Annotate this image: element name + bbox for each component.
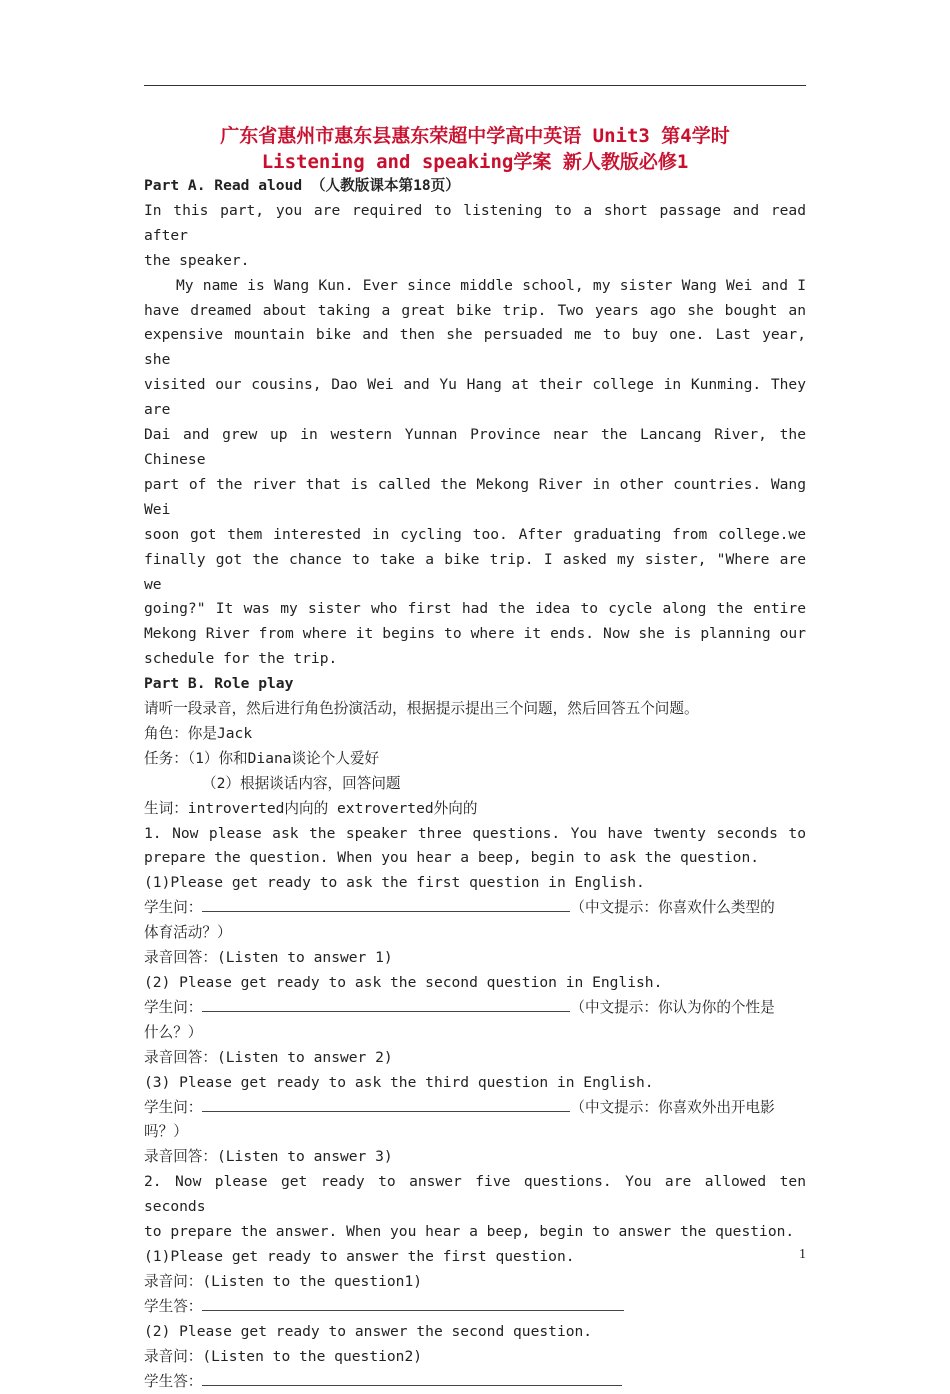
task-line: 任务：（1）你和Diana谈论个人爱好 — [144, 747, 806, 772]
passage-line: going?" It was my sister who first had the idea to cycle along the entire — [144, 597, 806, 622]
part-a-heading: Part A. Read aloud （人教版课本第18页） — [144, 174, 806, 199]
student-answer-label: 学生答： — [144, 1370, 202, 1394]
hint-text: 吗？） — [144, 1120, 806, 1145]
role-line: 角色：你是Jack — [144, 722, 806, 747]
task-line: （2）根据谈话内容，回答问题 — [144, 772, 806, 797]
student-ask-label: 学生问： — [144, 1096, 202, 1121]
answer-prompt: (2) Please get ready to answer the second question. — [144, 1320, 806, 1345]
passage-line: schedule for the trip. — [144, 647, 806, 672]
passage-line: have dreamed about taking a great bike trip. Two years ago she bought an — [144, 299, 806, 324]
answer-blank[interactable] — [202, 896, 570, 912]
recording-question: 录音问：(Listen to the question2) — [144, 1345, 806, 1370]
answer-blank[interactable] — [202, 996, 570, 1012]
student-ask-row — [144, 996, 806, 1021]
passage-line: part of the river that is called the Mekong River in other countries. Wang Wei — [144, 473, 806, 523]
vocab-line: 生词：introverted内向的 extroverted外向的 — [144, 797, 806, 822]
answer-blank[interactable] — [202, 1370, 622, 1386]
question-prompt: (3) Please get ready to ask the third question in English. — [144, 1071, 806, 1096]
recording-answer: 录音回答：(Listen to answer 2) — [144, 1046, 806, 1071]
section2-instruction: 2. Now please get ready to answer five questions. You are allowed ten seconds — [144, 1170, 806, 1220]
hint-text: （中文提示：你喜欢什么类型的 — [570, 896, 774, 921]
answer-blank[interactable] — [202, 1295, 624, 1311]
part-b-instruction: 请听一段录音，然后进行角色扮演活动，根据提示提出三个问题，然后回答五个问题。 — [144, 697, 806, 722]
hint-text: 什么？） — [144, 1021, 806, 1046]
hint-text: （中文提示：你认为你的个性是 — [570, 996, 774, 1021]
student-ask-row — [144, 896, 806, 921]
student-ask-label: 学生问： — [144, 896, 202, 921]
part-b-heading: Part B. Role play — [144, 672, 806, 697]
passage-line: finally got the chance to take a bike trip. I asked my sister, "Where are we — [144, 548, 806, 598]
passage-line: Dai and grew up in western Yunnan Province near the Lancang River, the Chinese — [144, 423, 806, 473]
student-answer-label: 学生答： — [144, 1295, 202, 1320]
student-answer-row — [144, 1295, 806, 1320]
student-ask-label: 学生问： — [144, 996, 202, 1021]
recording-answer: 录音回答：(Listen to answer 1) — [144, 946, 806, 971]
page-title-line2: Listening and speaking学案 新人教版必修1 — [144, 148, 806, 176]
section1-instruction: prepare the question. When you hear a beep, begin to ask the question. — [144, 846, 806, 871]
hint-text: （中文提示：你喜欢外出开电影 — [570, 1096, 774, 1121]
answer-blank[interactable] — [202, 1096, 570, 1112]
part-a-intro: the speaker. — [144, 249, 806, 274]
student-ask-row — [144, 1096, 806, 1121]
passage-line: My name is Wang Kun. Ever since middle school, my sister Wang Wei and I — [144, 274, 806, 299]
page-number: 1 — [799, 1247, 806, 1263]
part-a-intro: In this part, you are required to listening to a short passage and read after — [144, 199, 806, 249]
section2-instruction: to prepare the answer. When you hear a beep, begin to answer the question. — [144, 1220, 806, 1245]
page-title-line1: 广东省惠州市惠东县惠东荣超中学高中英语 Unit3 第4学时 — [144, 122, 806, 150]
student-answer-row — [144, 1370, 806, 1394]
hint-text: 体育活动？） — [144, 921, 806, 946]
section1-instruction: 1. Now please ask the speaker three questions. You have twenty seconds to — [144, 822, 806, 847]
answer-prompt: (1)Please get ready to answer the first question. — [144, 1245, 806, 1270]
passage-line: Mekong River from where it begins to where it ends. Now she is planning our — [144, 622, 806, 647]
passage-line: soon got them interested in cycling too. After graduating from college.we — [144, 523, 806, 548]
recording-question: 录音问：(Listen to the question1) — [144, 1270, 806, 1295]
passage-line: visited our cousins, Dao Wei and Yu Hang at their college in Kunming. They are — [144, 373, 806, 423]
question-prompt: (1)Please get ready to ask the first question in English. — [144, 871, 806, 896]
header-rule — [144, 85, 806, 86]
passage-line: expensive mountain bike and then she persuaded me to buy one. Last year, she — [144, 323, 806, 373]
document-body — [144, 174, 806, 1394]
recording-answer: 录音回答：(Listen to answer 3) — [144, 1145, 806, 1170]
question-prompt: (2) Please get ready to ask the second question in English. — [144, 971, 806, 996]
